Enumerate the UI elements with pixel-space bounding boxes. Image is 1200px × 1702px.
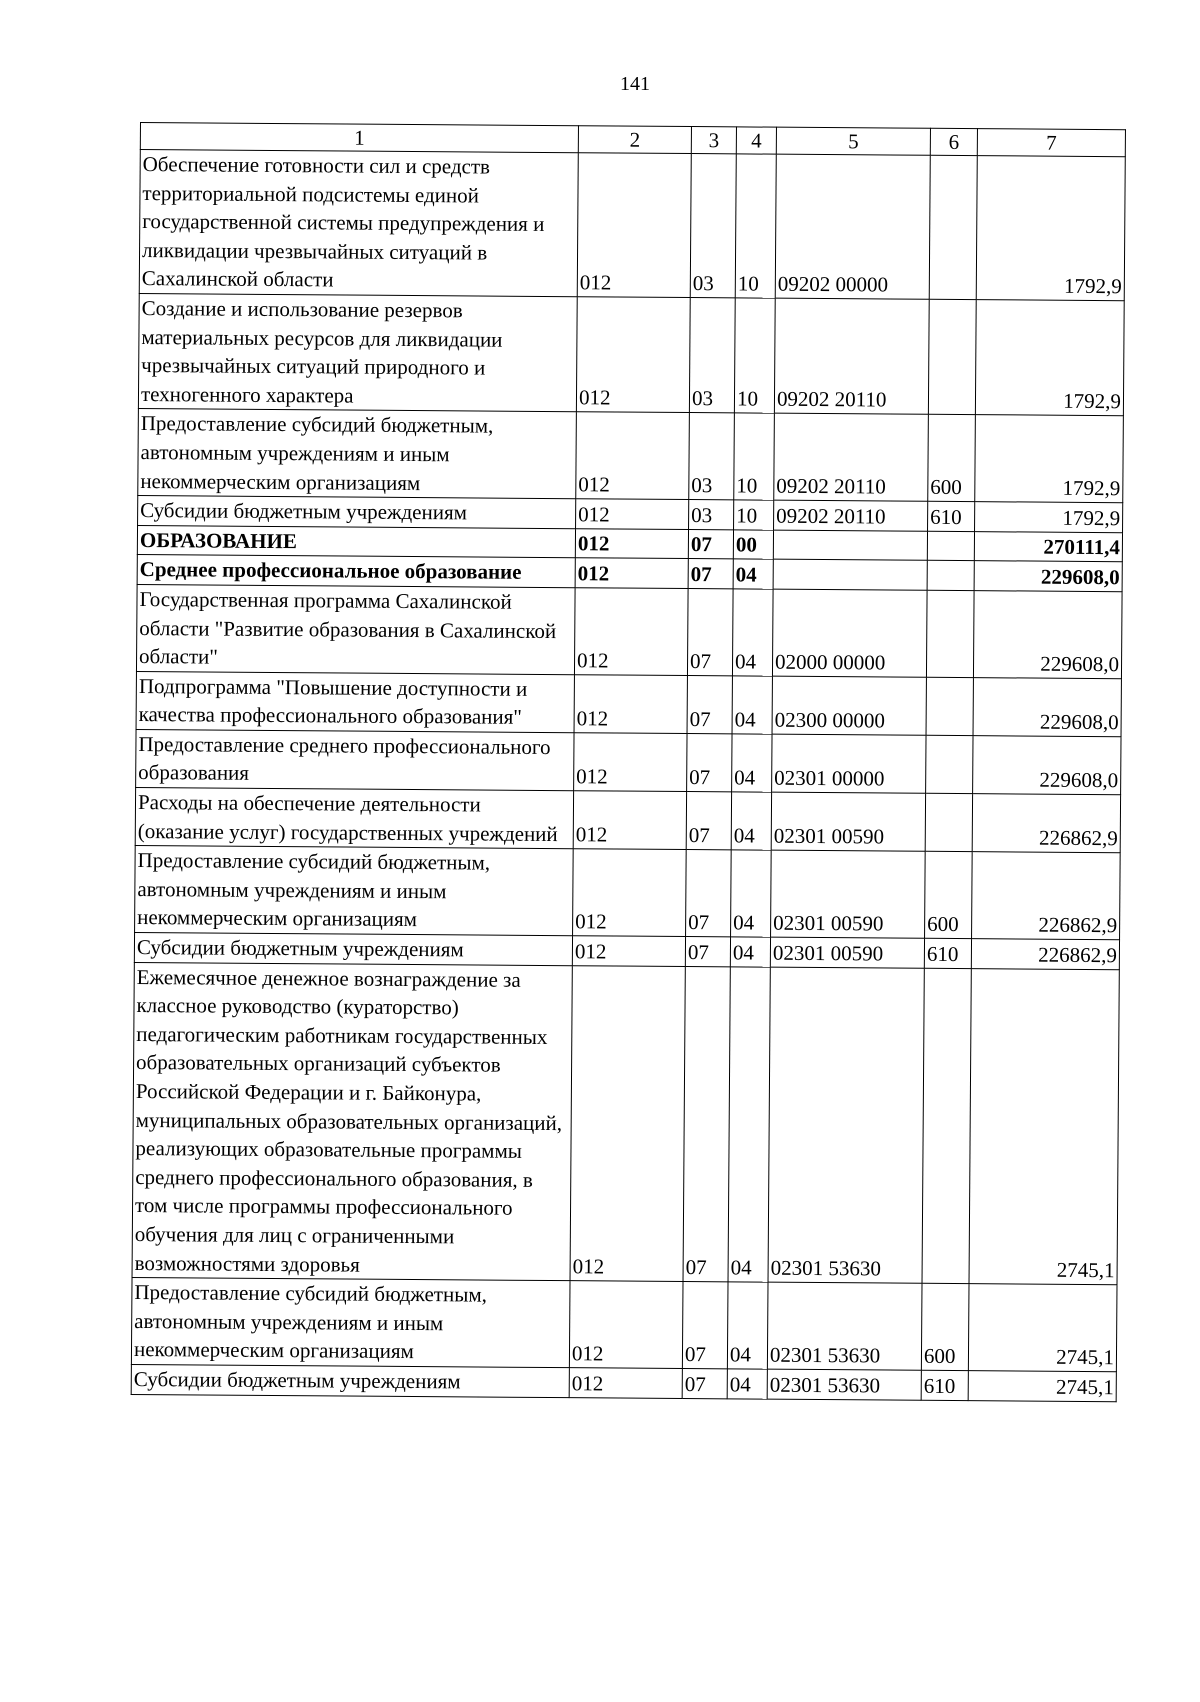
target-article-cell xyxy=(773,530,927,561)
ministry-code-cell: 012 xyxy=(574,674,687,733)
section-code-cell: 07 xyxy=(688,559,733,589)
section-code-cell: 03 xyxy=(689,298,735,414)
section-code-cell: 07 xyxy=(686,792,731,851)
table-row xyxy=(131,1364,1116,1401)
ministry-code-cell: 012 xyxy=(575,558,688,588)
ministry-code-cell: 012 xyxy=(574,588,688,676)
amount-cell: 226862,9 xyxy=(972,852,1121,940)
target-article-cell: 09202 00000 xyxy=(775,154,930,299)
item-name-cell: Обеспечение готовности сил и средств территориальной подсистемы единой государственной системы предупреждения и ликвидации чрезвычайных ситуаций в Сахалинской области xyxy=(139,150,578,297)
table-row xyxy=(136,729,1121,794)
section-code-cell: 07 xyxy=(685,937,730,967)
subsection-code-cell: 04 xyxy=(732,734,772,792)
subsection-code-cell: 04 xyxy=(731,792,771,850)
item-name-cell: ОБРАЗОВАНИЕ xyxy=(137,525,575,558)
table-row xyxy=(139,150,1125,301)
section-code-cell: 07 xyxy=(687,675,732,734)
table-row xyxy=(135,846,1121,940)
amount-cell: 226862,9 xyxy=(971,939,1119,970)
subsection-code-cell: 04 xyxy=(733,559,773,589)
column-header-6: 6 xyxy=(930,128,977,155)
amount-cell: 226862,9 xyxy=(972,794,1120,853)
ministry-code-cell: 012 xyxy=(576,499,689,529)
amount-cell: 229608,0 xyxy=(973,591,1122,679)
target-article-cell: 02300 00000 xyxy=(772,676,926,735)
subsection-code-cell: 04 xyxy=(731,850,772,937)
expense-type-cell: 610 xyxy=(921,1370,968,1400)
column-header-3: 3 xyxy=(691,127,736,154)
section-code-cell: 07 xyxy=(688,529,733,559)
subsection-code-cell: 04 xyxy=(732,589,773,676)
item-name-cell: Подпрограмма "Повышение доступности и качества профессионального образования" xyxy=(136,671,574,732)
target-article-cell: 02301 00000 xyxy=(772,734,926,793)
section-code-cell: 07 xyxy=(687,733,732,792)
item-name-cell: Предоставление субсидий бюджетным, автономным учреждениям и иным некоммерческим организациям xyxy=(131,1278,570,1368)
expense-type-cell xyxy=(927,561,974,591)
subsection-code-cell: 04 xyxy=(727,1282,768,1369)
ministry-code-cell: 012 xyxy=(573,849,687,937)
ministry-code-cell: 012 xyxy=(577,153,691,298)
section-code-cell: 07 xyxy=(687,588,733,675)
column-header-5: 5 xyxy=(776,127,930,155)
ministry-code-cell: 012 xyxy=(569,1368,682,1398)
amount-cell: 229608,0 xyxy=(974,561,1122,592)
section-code-cell: 03 xyxy=(689,500,734,530)
ministry-code-cell: 012 xyxy=(576,297,690,413)
table-row xyxy=(135,788,1120,853)
ministry-code-cell: 012 xyxy=(574,733,687,792)
item-name-cell: Государственная программа Сахалинской области "Развитие образования в Сахалинской области" xyxy=(136,584,575,674)
target-article-cell: 02000 00000 xyxy=(772,589,927,677)
subsection-code-cell: 04 xyxy=(732,676,772,734)
target-article-cell: 09202 20110 xyxy=(774,414,929,502)
ministry-code-cell: 012 xyxy=(575,528,688,558)
item-name-cell: Предоставление среднего профессионального образования xyxy=(136,729,574,790)
item-name-cell: Субсидии бюджетным учреждениям xyxy=(138,496,576,529)
target-article-cell: 09202 20110 xyxy=(774,298,929,415)
amount-cell: 1792,9 xyxy=(975,415,1124,503)
target-article-cell: 09202 20110 xyxy=(774,500,928,531)
target-article-cell: 02301 00590 xyxy=(771,850,926,938)
page-number: 141 xyxy=(620,73,650,95)
subsection-code-cell: 10 xyxy=(734,500,774,530)
section-code-cell: 07 xyxy=(683,966,730,1282)
amount-cell: 1792,9 xyxy=(975,502,1123,533)
amount-cell: 229608,0 xyxy=(973,735,1121,794)
item-name-cell: Субсидии бюджетным учреждениям xyxy=(131,1364,569,1397)
target-article-cell: 02301 00590 xyxy=(770,937,924,968)
item-name-cell: Создание и использование резервов материальных ресурсов для ликвидации чрезвычайных ситуаций природного и техногенного характера xyxy=(138,293,577,412)
item-name-cell: Предоставление субсидий бюджетным, автономным учреждениям и иным некоммерческим организациям xyxy=(135,846,574,936)
item-name-cell: Предоставление субсидий бюджетным, автономным учреждениям и иным некоммерческим организациям xyxy=(138,409,577,499)
section-code-cell: 03 xyxy=(689,413,735,500)
target-article-cell: 02301 53630 xyxy=(768,967,924,1284)
expense-type-cell: 610 xyxy=(928,501,975,531)
expense-type-cell: 600 xyxy=(925,852,973,939)
subsection-code-cell: 10 xyxy=(734,413,775,500)
section-code-cell: 07 xyxy=(682,1368,727,1398)
amount-cell: 2745,1 xyxy=(968,1284,1117,1372)
table-row xyxy=(138,293,1124,416)
subsection-code-cell: 10 xyxy=(735,154,776,298)
expense-type-cell: 610 xyxy=(924,938,971,968)
subsection-code-cell: 04 xyxy=(730,937,770,967)
column-header-7: 7 xyxy=(977,129,1125,157)
expense-type-cell xyxy=(927,531,974,561)
expense-type-cell: 600 xyxy=(921,1283,969,1370)
target-article-cell: 02301 00590 xyxy=(771,792,925,851)
table-row xyxy=(132,962,1119,1285)
ministry-code-cell: 012 xyxy=(573,791,686,850)
amount-cell: 1792,9 xyxy=(975,300,1124,416)
table-row xyxy=(131,1278,1117,1372)
ministry-code-cell: 012 xyxy=(569,1281,683,1369)
item-name-cell: Субсидии бюджетным учреждениям xyxy=(134,933,572,966)
target-article-cell: 02301 53630 xyxy=(767,1369,921,1400)
amount-cell: 270111,4 xyxy=(974,531,1122,562)
item-name-cell: Расходы на обеспечение деятельности (оказание услуг) государственных учреждений xyxy=(135,788,573,849)
column-header-2: 2 xyxy=(578,126,691,154)
expense-type-cell: 600 xyxy=(928,415,976,502)
subsection-code-cell: 04 xyxy=(728,966,770,1282)
budget-table xyxy=(131,122,1126,1402)
target-article-cell xyxy=(773,559,927,590)
expense-type-cell xyxy=(926,590,974,677)
column-header-1: 1 xyxy=(140,123,578,153)
subsection-code-cell: 04 xyxy=(727,1369,767,1399)
expense-type-cell xyxy=(926,735,973,794)
table-row xyxy=(136,671,1121,736)
amount-cell: 1792,9 xyxy=(976,156,1125,301)
subsection-code-cell: 10 xyxy=(734,298,775,414)
table-row xyxy=(136,584,1122,678)
ministry-code-cell: 012 xyxy=(572,936,685,966)
item-name-cell: Ежемесячное денежное вознаграждение за классное руководство (кураторство) педагогическим работникам государственных образовательных организаций субъектов Российской Федерации и г. Байконура, муниципальных образовательных организаций, реализующих образовательные программы среднего профессионального образования, в том числе программы профессионального обучения для лиц с ограниченными возможностями здоровья xyxy=(132,962,572,1281)
amount-cell: 2745,1 xyxy=(968,1371,1116,1402)
expense-type-cell xyxy=(925,793,972,852)
amount-cell: 229608,0 xyxy=(973,677,1121,736)
expense-type-cell xyxy=(929,155,977,299)
section-code-cell: 07 xyxy=(686,850,732,937)
column-header-4: 4 xyxy=(736,127,776,154)
subsection-code-cell: 00 xyxy=(733,530,773,560)
ministry-code-cell: 012 xyxy=(570,965,685,1281)
section-code-cell: 07 xyxy=(682,1282,728,1369)
ministry-code-cell: 012 xyxy=(576,412,690,500)
item-name-cell: Среднее профессиональное образование xyxy=(137,555,575,588)
expense-type-cell xyxy=(922,968,971,1284)
table-row xyxy=(138,409,1124,503)
target-article-cell: 02301 53630 xyxy=(767,1282,922,1370)
amount-cell: 2745,1 xyxy=(969,968,1119,1285)
expense-type-cell xyxy=(926,677,973,736)
section-code-cell: 03 xyxy=(690,154,736,298)
expense-type-cell xyxy=(928,299,976,415)
